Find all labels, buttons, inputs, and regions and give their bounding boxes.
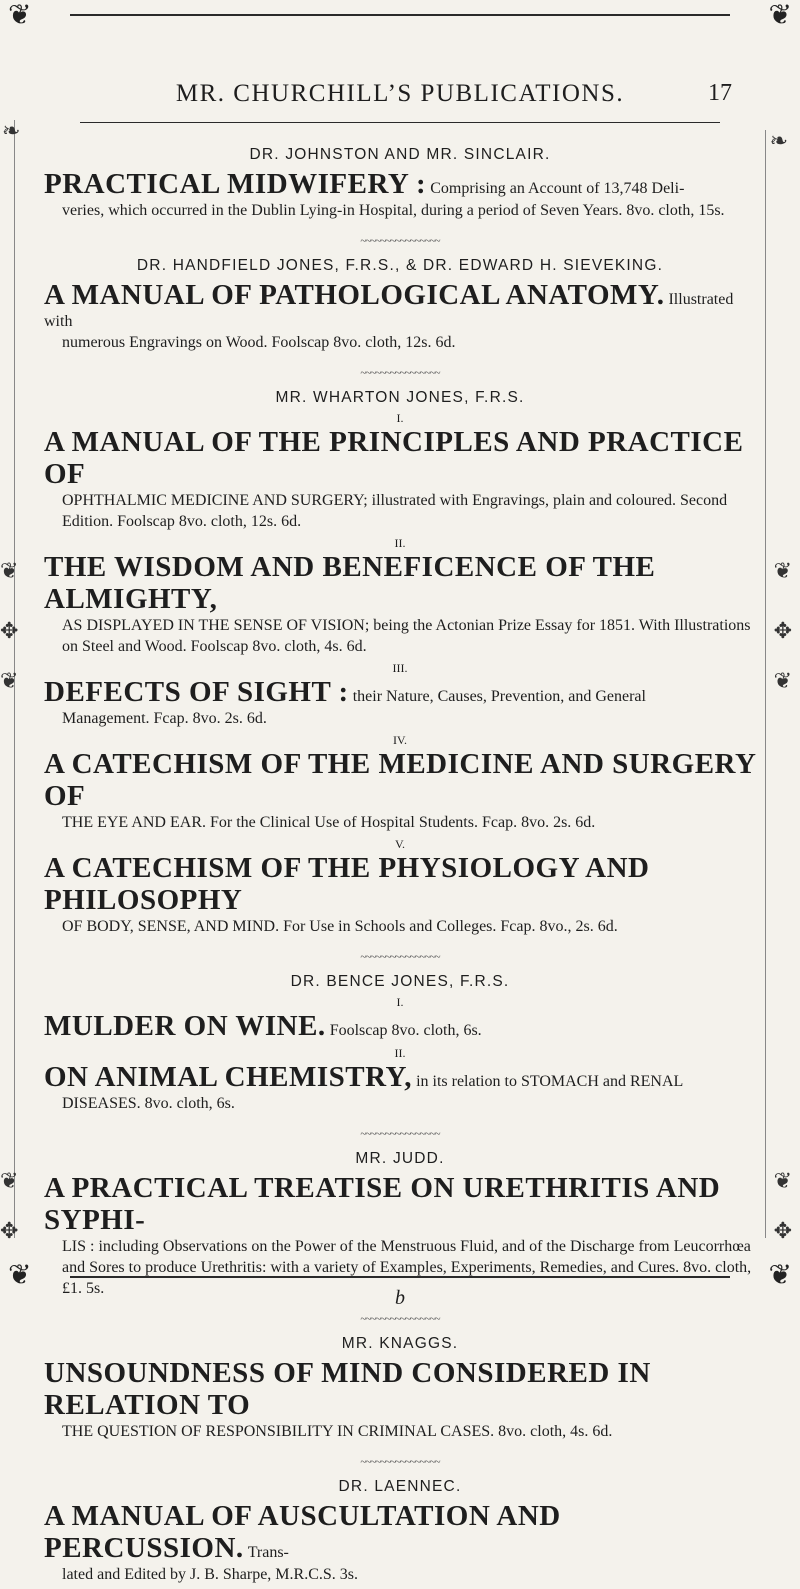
book-title: THE WISDOM AND BENEFICENCE OF THE ALMIGHTY, [44,551,656,615]
book-title: A MANUAL OF THE PRINCIPLES AND PRACTICE OF [44,426,744,490]
entry-numeral: V. [394,837,406,851]
catalogue-section [44,951,756,1114]
side-ornament-icon: ❧ [769,128,788,153]
side-ornament-icon: ❦ [0,1168,19,1193]
section-divider: ~~~~~~~~~~~~~~~~ [360,235,440,247]
corner-ornament-icon: ❦ [768,0,792,31]
book-details: OPHTHALMIC MEDICINE AND SURGERY; illustrated with Engravings, plain and coloured. Second Edition. Foolscap 8vo. cloth, 12s. 6d. [62,492,728,530]
top-border [70,14,730,16]
book-title: DEFECTS OF SIGHT : [44,676,349,708]
side-ornament-icon: ✥ [0,1218,19,1243]
book-entry [44,551,756,657]
book-title: UNSOUNDNESS OF MIND CONSIDERED IN RELATION TO [44,1357,651,1421]
book-entry [44,168,756,221]
book-description: Trans- [247,1544,289,1561]
catalogue-section [44,235,756,353]
book-entry [44,426,756,532]
book-entry [44,279,756,353]
book-entry [44,1172,756,1299]
book-description: in its relation to STOMACH and RENAL [416,1073,684,1090]
book-description: Illustrated with [44,291,734,330]
book-details: Management. Fcap. 8vo. 2s. 6d. [62,710,267,727]
running-header: MR. CHURCHILL’S PUBLICATIONS. [175,80,625,107]
catalogue-section [44,1128,756,1299]
side-ornament-icon: ✥ [773,1218,792,1243]
book-details: LIS : including Observations on the Power of the Menstruous Fluid, and of the Discharge from Leucorrhœa and Sores to produce Urethritis: with a variety of Examples, Experiments, Remedies, and Cures. 8vo. cloth, £1. 5s. [62,1238,752,1297]
book-title: MULDER ON WINE. [44,1010,326,1042]
book-entry [44,1500,756,1585]
book-description: Foolscap 8vo. cloth, 6s. [329,1022,482,1039]
header-rule [80,122,720,123]
book-entry [44,1357,756,1442]
section-divider: ~~~~~~~~~~~~~~~~ [360,367,440,379]
book-entry [44,852,756,937]
author-heading: DR. JOHNSTON AND MR. SINCLAIR. [249,146,551,163]
entry-numeral: II. [394,536,406,550]
signature-mark: b [395,1287,405,1309]
side-ornament-icon: ❧ [2,118,21,143]
book-details: AS DISPLAYED IN THE SENSE OF VISION; being the Actonian Prize Essay for 1851. With Illustrations on Steel and Wood. Foolscap 8vo. cloth, 4s. 6d. [62,617,751,655]
author-heading: MR. KNAGGS. [341,1335,459,1352]
right-border [765,130,766,1238]
author-heading: DR. BENCE JONES, F.R.S. [290,973,510,990]
book-title: A CATECHISM OF THE MEDICINE AND SURGERY OF [44,748,756,812]
section-divider: ~~~~~~~~~~~~~~~~ [360,1128,440,1140]
side-ornament-icon: ✥ [773,618,792,643]
book-entry [44,1061,756,1114]
author-heading: MR. JUDD. [355,1150,445,1167]
side-ornament-icon: ❦ [773,1168,792,1193]
entry-numeral: II. [394,1046,406,1060]
book-details: OF BODY, SENSE, AND MIND. For Use in Schools and Colleges. Fcap. 8vo., 2s. 6d. [62,918,618,935]
corner-ornament-icon: ❦ [8,0,32,31]
book-title: A MANUAL OF PATHOLOGICAL ANATOMY. [44,279,665,311]
book-description: Comprising an Account of 13,748 Deli- [430,180,685,197]
side-ornament-icon: ❦ [0,668,19,693]
catalogue-section [44,367,756,937]
entry-numeral: III. [392,661,408,675]
book-details: numerous Engravings on Wood. Foolscap 8vo. cloth, 12s. 6d. [62,334,456,351]
catalogue-listing [44,136,756,1589]
section-divider: ~~~~~~~~~~~~~~~~ [360,951,440,963]
side-ornament-icon: ❦ [0,558,19,583]
book-entry [44,676,756,729]
book-title: ON ANIMAL CHEMISTRY, [44,1061,413,1093]
author-heading: DR. LAENNEC. [338,1478,462,1495]
book-title: A CATECHISM OF THE PHYSIOLOGY AND PHILOSOPHY [44,852,650,916]
catalogue-section [44,1313,756,1442]
entry-numeral: I. [396,411,404,425]
book-entry [44,1010,756,1042]
book-details: THE QUESTION OF RESPONSIBILITY IN CRIMINAL CASES. 8vo. cloth, 4s. 6d. [62,1423,613,1440]
book-details: THE EYE AND EAR. For the Clinical Use of Hospital Students. Fcap. 8vo. 2s. 6d. [62,814,596,831]
catalogue-section [44,1456,756,1585]
book-details: DISEASES. 8vo. cloth, 6s. [62,1095,235,1112]
author-heading: MR. WHARTON JONES, F.R.S. [275,389,525,406]
corner-ornament-icon: ❦ [768,1260,792,1291]
book-title: A MANUAL OF AUSCULTATION AND PERCUSSION. [44,1500,561,1564]
book-details: lated and Edited by J. B. Sharpe, M.R.C.S. 3s. [62,1566,358,1583]
side-ornament-icon: ❦ [773,558,792,583]
page-number: 17 [708,80,732,106]
entry-numeral: IV. [392,733,408,747]
book-title: A PRACTICAL TREATISE ON URETHRITIS AND SYPHI- [44,1172,721,1236]
book-entry [44,748,756,833]
book-details: veries, which occurred in the Dublin Lying-in Hospital, during a period of Seven Years. 8vo. cloth, 15s. [62,202,725,219]
side-ornament-icon: ❦ [773,668,792,693]
book-description: their Nature, Causes, Prevention, and General [352,688,646,705]
entry-numeral: I. [396,995,404,1009]
corner-ornament-icon: ❦ [8,1260,32,1291]
book-title: PRACTICAL MIDWIFERY : [44,168,427,200]
author-heading: DR. HANDFIELD JONES, F.R.S., & DR. EDWARD H. SIEVEKING. [136,257,664,274]
catalogue-section [44,146,756,221]
section-divider: ~~~~~~~~~~~~~~~~ [360,1456,440,1468]
side-ornament-icon: ✥ [0,618,19,643]
section-divider: ~~~~~~~~~~~~~~~~ [360,1313,440,1325]
